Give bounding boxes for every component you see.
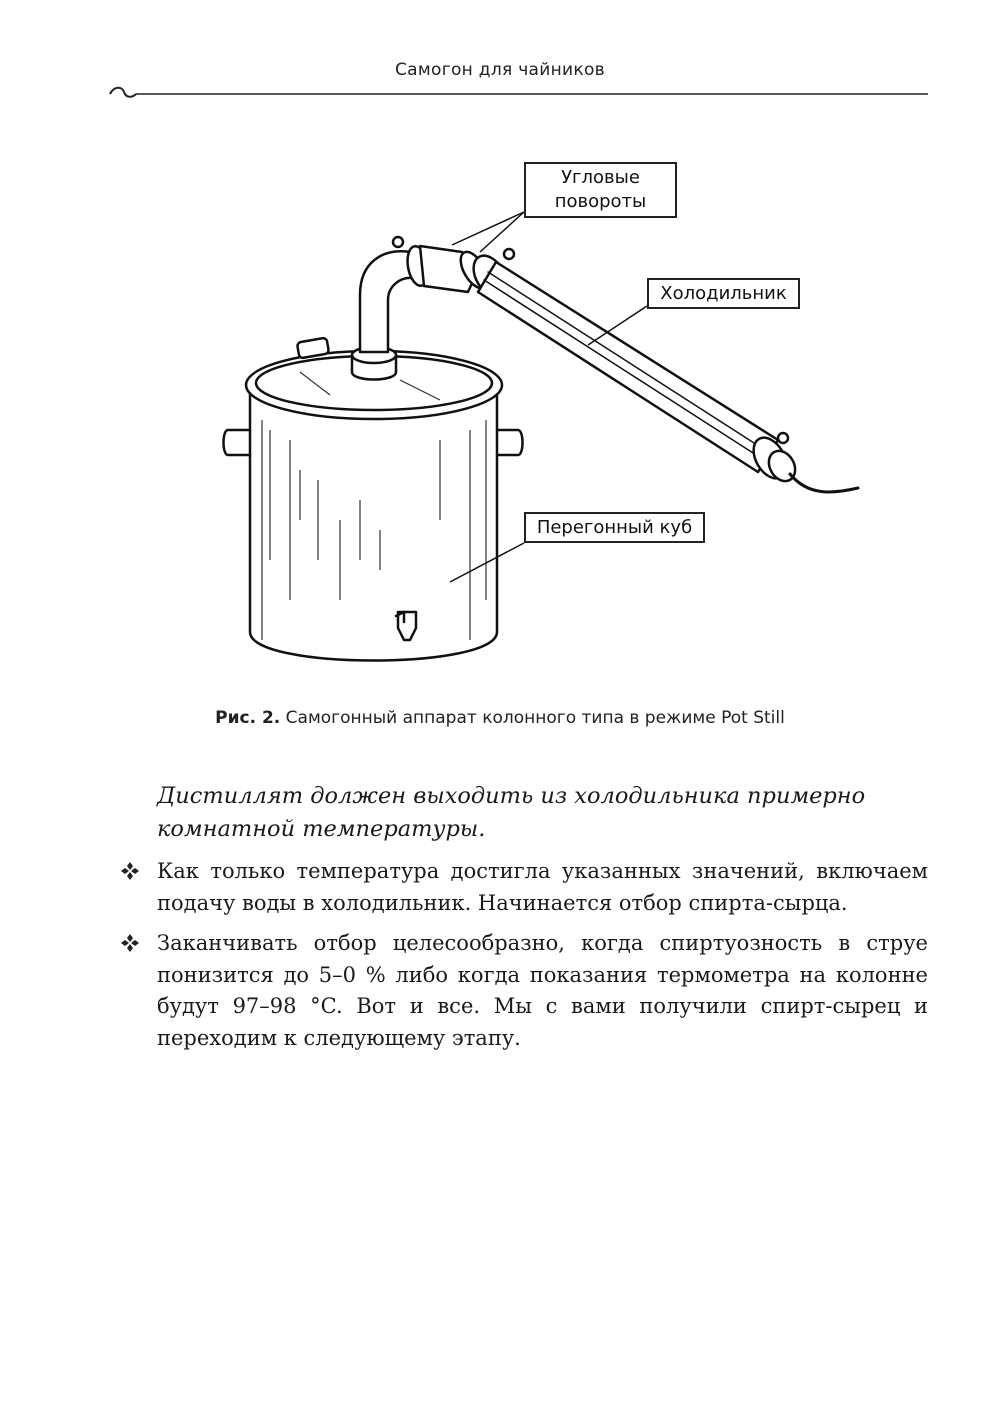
lid-clamp [297, 338, 329, 359]
bullet-list [120, 856, 928, 1063]
pot-handle-right [497, 430, 523, 455]
figure-caption-text: Самогонный аппарат колонного типа в режиме Pot Still [280, 708, 785, 728]
figure-caption [0, 708, 1000, 728]
corners-leader [452, 212, 524, 252]
pot-body [250, 385, 497, 661]
bullet-text: Как только температура достигла указанных значений, включаем подачу воды в холодильник. Начинается отбор спирта-сырца. [157, 859, 928, 915]
callout-condenser: Холодильник [647, 278, 800, 309]
bullet-text: Заканчивать отбор целесообразно, когда спиртуозность в струе понизится до 5–0 % либо когда показания термометра на колонне будут 97–98 °C. Вот и все. Мы с вами получили спирт-сырец и переходим к следующему этапу. [157, 931, 928, 1050]
figure-caption-label: Рис. 2. [215, 708, 281, 728]
callout-corner-elbows [524, 162, 677, 218]
callout-corner-elbows-line1: Угловые [561, 167, 640, 188]
outlet-hose [790, 474, 858, 492]
callout-still-pot: Перегонный куб [524, 512, 705, 543]
drain-tap [398, 612, 416, 640]
running-header: Самогон для чайников [395, 60, 605, 80]
diamond-bullet-icon [120, 861, 140, 881]
italic-note: Дистиллят должен выходить из холодильника примерно комнатной температуры. [157, 783, 866, 842]
callout-corner-elbows-line2: повороты [554, 191, 647, 212]
pot-handle-left [224, 430, 251, 455]
still-illustration [0, 0, 1000, 700]
list-item [120, 928, 928, 1054]
diamond-bullet-icon [120, 933, 140, 953]
list-item [120, 856, 928, 919]
